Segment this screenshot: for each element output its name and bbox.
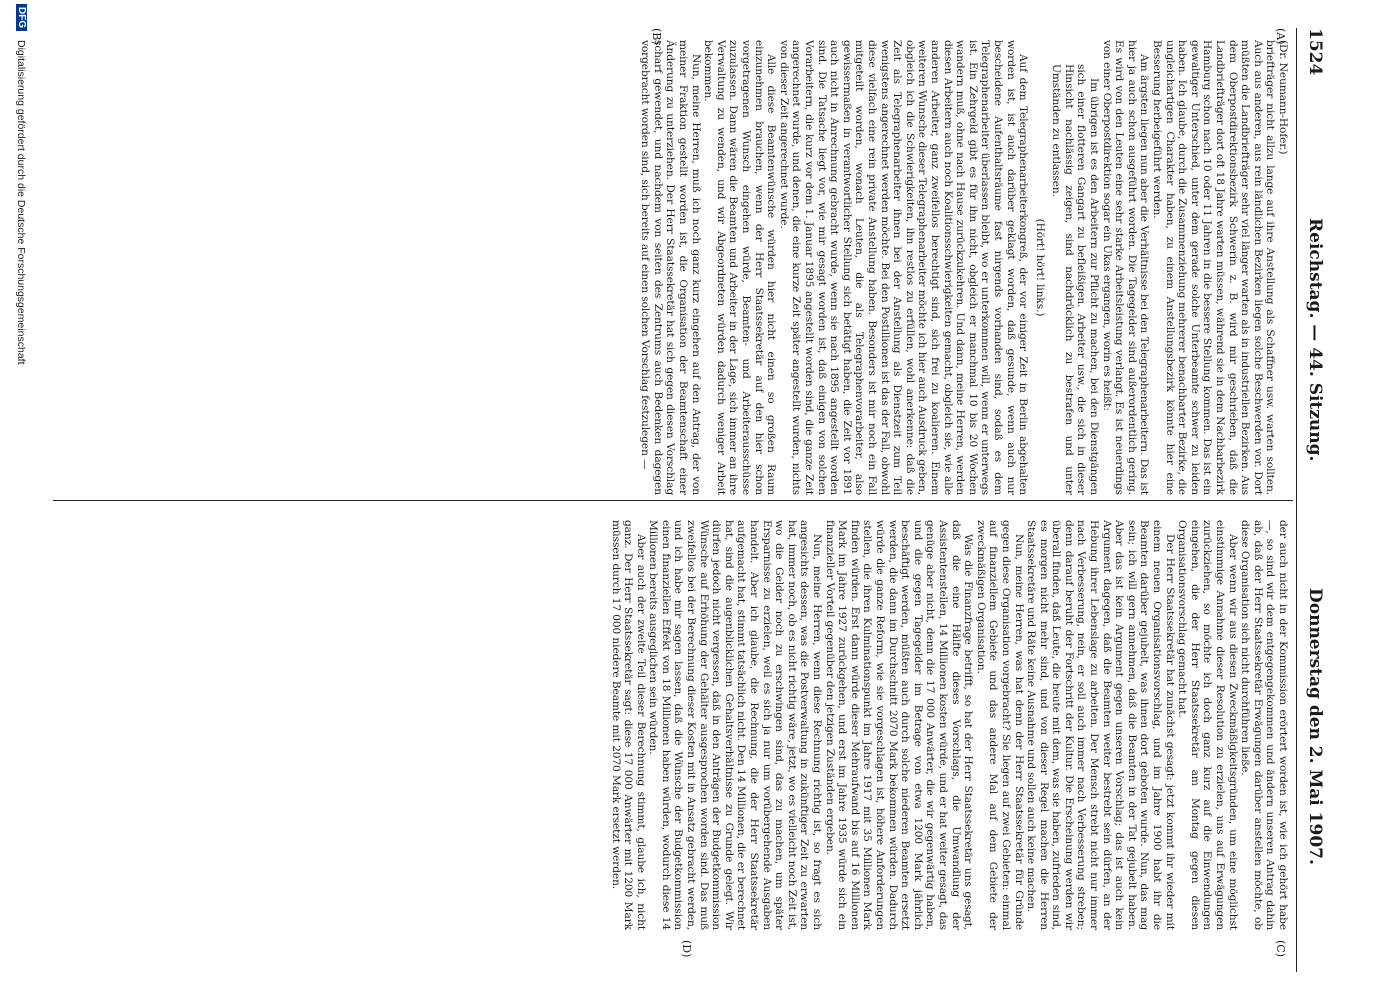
margin-mark-d: (D) [680,940,693,958]
margin-mark-b: (B) [650,28,663,45]
dfg-logo: DFG [16,4,27,31]
paragraph: der auch nicht in der Kommission erörtert worden ist, wie ich gehört habe —, so sind wir dem entgegengekommen und ändern unseren Antrag dahin ab, daß der Herr Staatssekretär Erwägungen darüber anstellen möchte, ob diese Organisation sich nicht durchführen ließe. [1239,520,1289,930]
paragraph: Nun, meine Herren, was hat denn der Herr Staatssekretär für Gründe gegen diese Organisation vorgebracht? Sie liegen auf zwei Gebieten: einmal auf finanziellem Gebiete und das andere Mal auf dem Gebiete der zweckmäßigen Organisation. [974,520,1025,930]
margin-mark-c: (C) [1274,940,1287,957]
paragraph: Nun, meine Herren, wenn diese Rechnung richtig ist, so fragt es sich angesichts dessen, was die Postverwaltung in zukünftiger Zeit zu erwarten hat, immer noch, ob es nicht richtig wäre, jetzt, wo es vielleicht noch Zeit ist, wo die Gelder noch zu erschwingen sind, das zu machen, um später Ersparnisse zu erzielen, weil es sich ja nur um vorübergehende Ausgaben handelt. Aber ich glaube, die Rechnung, die der Herr Staatssekretär aufgemacht hat, stimmt tatsächlich nicht. Den 14 Millionen, die er berechnet hat, sind die augenblicklichen Gehaltsverhältnisse zu Grunde gelegt. Wir dürfen jedoch nicht vergessen, daß in den Anträgen der Budgetkommission Wünsche auf Erhöhung der Gehälter ausgesprochen worden sind. Das muß zweifellos bei der Berechnung dieser Kosten mit in Ansatz gebracht werden, und ich habe mir sagen lassen, daß die Wünsche der Budgetkommission einen finanziellen Effekt von 18 Millionen haben würden, wodurch diese 14 Millionen bereits ausgeglichen sein würden. [647,520,824,930]
paragraph: Nun, meine Herren, muß ich noch ganz kurz eingehen auf den Antrag, der von meiner Fraktion gestellt worden ist, die Organisation der Beamtenschaft einer Änderung zu unterziehen. Der Herr Staatssekretär hat sich gegen diesen Vorschlag scharf gewendet, und nachdem von seiten des Zentrums auch Bedenken dagegen vorgebracht worden sind, sich bereits auf einen solchen Vorschlag festzulegen — [639,40,702,495]
running-title: Reichstag. — 44. Sitzung. [1305,218,1325,462]
paragraph: Am ärgsten liegen nun aber die Verhältnisse bei den Telegraphenarbeitern. Das ist hier ja auch schon ausgeführt worden. Die Tagegelder sind außerordentlich gering. Es wird von den Leuten eine sehr starke Arbeitsleistung verlangt. Es ist neuerdings von einer Oberpostdirektion sogar ein Ukas ergangen, worin es heißt: [1100,40,1151,495]
margin-mark-a: (A) [1274,28,1287,45]
quoted-order: Im übrigen ist es den Arbeitern zur Pflicht zu machen, bei den Dienstgängen sich einer flotteren Gangart zu befleißigen. Arbeiter usw., die sich in dieser Hinsicht nachlässig zeigen, sind nachdrücklich zu bestrafen und unter Umständen zu entlassen. [1050,64,1101,495]
right-column [609,520,1289,930]
paragraph: Aber auch der zweite Teil dieser Berechnung stimmt, glaube ich, nicht ganz. Der Herr Staatssekretär sagt: diese 17 000 Anwärter mit 1200 Mark müssen durch 17 000 niedere Beamte mit 2070 Mark ersetzt werden. [609,520,647,930]
date-line: Donnerstag den 2. Mai 1907. [1305,588,1325,865]
speaker-name: (Dr. Neumann-Hofer.) [1277,40,1289,155]
header-rule [1296,28,1297,972]
paragraph: Was die Finanzfrage betrifft, so hat der Herr Staatssekretär uns gesagt, daß die eine Hälfte dieses Vorschlags, die Umwandlung der Assistentenstellen, 14 Millionen kosten würde, und er hat weiter gesagt, das genüge aber nicht, denn die 17 000 Anwärter, die wir gegenwärtig haben, und die gegen Tagegelder im Betrage von etwa 1200 Mark jährlich beschäftigt werden, müßten auch durch solche niederen Beamten ersetzt werden, die dann im Durchschnitt 2070 Mark bekommen würden. Dadurch würde die ganze Reform, wie sie vorgeschlagen ist, höhere Anforderungen stellen, die ihren Kulminationspunkt im Jahre 1917 mit 35 Millionen Mark finden würden. Erst dann würde dieser Mehraufwand bis auf 16 Millionen Mark im Jahre 1927 zurückgehen, und erst im Jahre 1935 würde sich ein finanzieller Vorteil gegenüber den jetzigen Zuständen ergeben. [823,520,975,930]
page-header [1299,28,1325,972]
credit-text: Digitalisierung gefördert durch die Deutsche Forschungsgemeinschaft [15,40,27,365]
column-divider [53,500,1293,501]
interjection: (Hört! hört! links.) [1033,218,1046,317]
paragraph: Aber wenn wir aus diesen Zweckmäßigkeitsgründen, um eine möglichst einstimmige Annahme dieser Resolution zu erzielen, uns auf Erwägungen zurückziehen, so möchte ich doch ganz kurz auf die Einwendungen eingehen, die der Herr Staatssekretär am Montag gegen diesen Organisationsvorschlag gemacht hat. [1176,520,1239,930]
digitization-credit [9,0,33,1000]
page-number: 1524 [1305,28,1325,76]
paragraph: briefträger nicht allzu lange auf ihre Anstellung als Schaffner usw. warten sollten. Auch aus anderen, aus rein ländlichen Bezirken liegen solche Beschwerden vor. Dort müßten die Landbriefträger sehr viel länger warten als in industriellen Bezirken. Aus dem Oberpostdirektionsbezirk Schwerin z. B. wird mir geschrieben, daß die Landbriefträger dort oft 18 Jahre warten müssen, während sie in dem Nachbarbezirk Hamburg schon nach 10 oder 11 Jahren in die bessere Stellung kommen. Das ist ein gewaltiger Unterschied, unter dem gerade solche Unterbeamte schwer zu leiden haben. Ich glaube, durch die Zusammenziehung mehrerer benachbarter Bezirke, die ungleichartigen Charakter haben, zu einem Anstellungsbezirk könnte hier eine Besserung herbeigeführt werden. [1151,40,1277,495]
left-column [639,40,1289,495]
paragraph: Der Herr Staatssekretär hat zunächst gesagt: jetzt kommt ihr wieder mit einem neuen Organisationsvorschlag, und im Jahre 1900 habt ihr die Beamten darüber gejubelt, was ihnen dort geboten wurde. Nun, das mag sein; ich will gern annehmen, daß die Beamten in der Tat gejubelt haben. Aber das ist kein Argument gegen unseren Vorschlag; das ist auch kein Argument dagegen, daß die Beamten weiter bestrebt sein dürfen, an der Hebung ihrer Lebenslage zu arbeiten. Der Mensch strebt nicht nur immer nach Verbesserung, nein, er soll auch immer nach Verbesserung streben; denn darauf beruht der Fortschritt der Kultur. Die Erscheinung werden wir überall finden, daß Leute, die heute mit dem, was sie haben, zufrieden sind, es morgen nicht mehr sind, und von dieser Regel machen die Herren Staatssekretäre und Räte keine Ausnahme und sollen auch keine machen. [1025,520,1176,930]
paragraph: Alle diese Beamtenwünsche würden hier nicht einen so großen Raum einzunehmen brauchen, wenn der Herr Staatssekretär auf den hier schon vorgetragenen Wunsch eingehen würde, Beamten- und Arbeiterausschüsse zuzulassen. Dann wären die Beamten und Arbeiter in der Lage, sich immer an ihre Verwaltung zu wenden, und wir Abgeordneten würden dadurch weniger Arbeit bekommen. [702,40,778,495]
paragraph: Auf dem Telegraphenarbeiterkongreß, der vor einiger Zeit in Berlin abgehalten worden ist, ist auch darüber geklagt worden, daß gesunde, wenn auch nur bescheidene Aufenthaltsräume fast nirgends vorhanden sind, sodaß es dem Telegraphenarbeiter überlassen bleibt, wo er unterkommen will, wenn er unterwegs ist. Ein Zehrgeld gibt es für ihn nicht, obgleich er manchmal 10 bis 20 Wochen wandern muß, ohne nach Hause zurückzukehren. Und dann, meine Herren, werden diesen Arbeitern auch noch Koalitionsschwierigkeiten gemacht, obgleich sie, wie alle anderen Arbeiter, ganz zweifellos berechtigt sind, sich frei zu koalieren. Einem weiteren Wunsche dieser Telegraphenarbeiter möchte ich hier auch Ausdruck geben, obgleich ich die Schwierigkeiten, ihn restlos zu erfüllen, wohl anerkenne: daß die Zeit als Telegraphenarbeiter ihnen bei der Anstellung als Dienstzeit zum Teil wenigstens angerechnet werden möchte. Bei den Postillionen ist das der Fall, obwohl diese vielfach eine rein private Anstellung haben. Besonders ist mir noch ein Fall mitgeteilt worden, wonach Leuten, die als Telegraphenvorarbeiter, also gewissermaßen in verantwortlicher Stellung sich betätigt haben, die Zeit vor 1891 auch nicht in Anrechnung gebracht wurde, wenn sie nach 1895 angestellt worden sind. Die Tatsache liegt vor, wie mir gesagt worden ist, daß einigen von solchen Vorarbeitern, die kurz vor dem 1. Januar 1895 angestellt worden sind, die ganze Zeit angerechnet wurde, und denen, die eine kurze Zeit später angestellt wurden, nichts von dieser Zeit angerechnet wurde. [777,40,1030,495]
